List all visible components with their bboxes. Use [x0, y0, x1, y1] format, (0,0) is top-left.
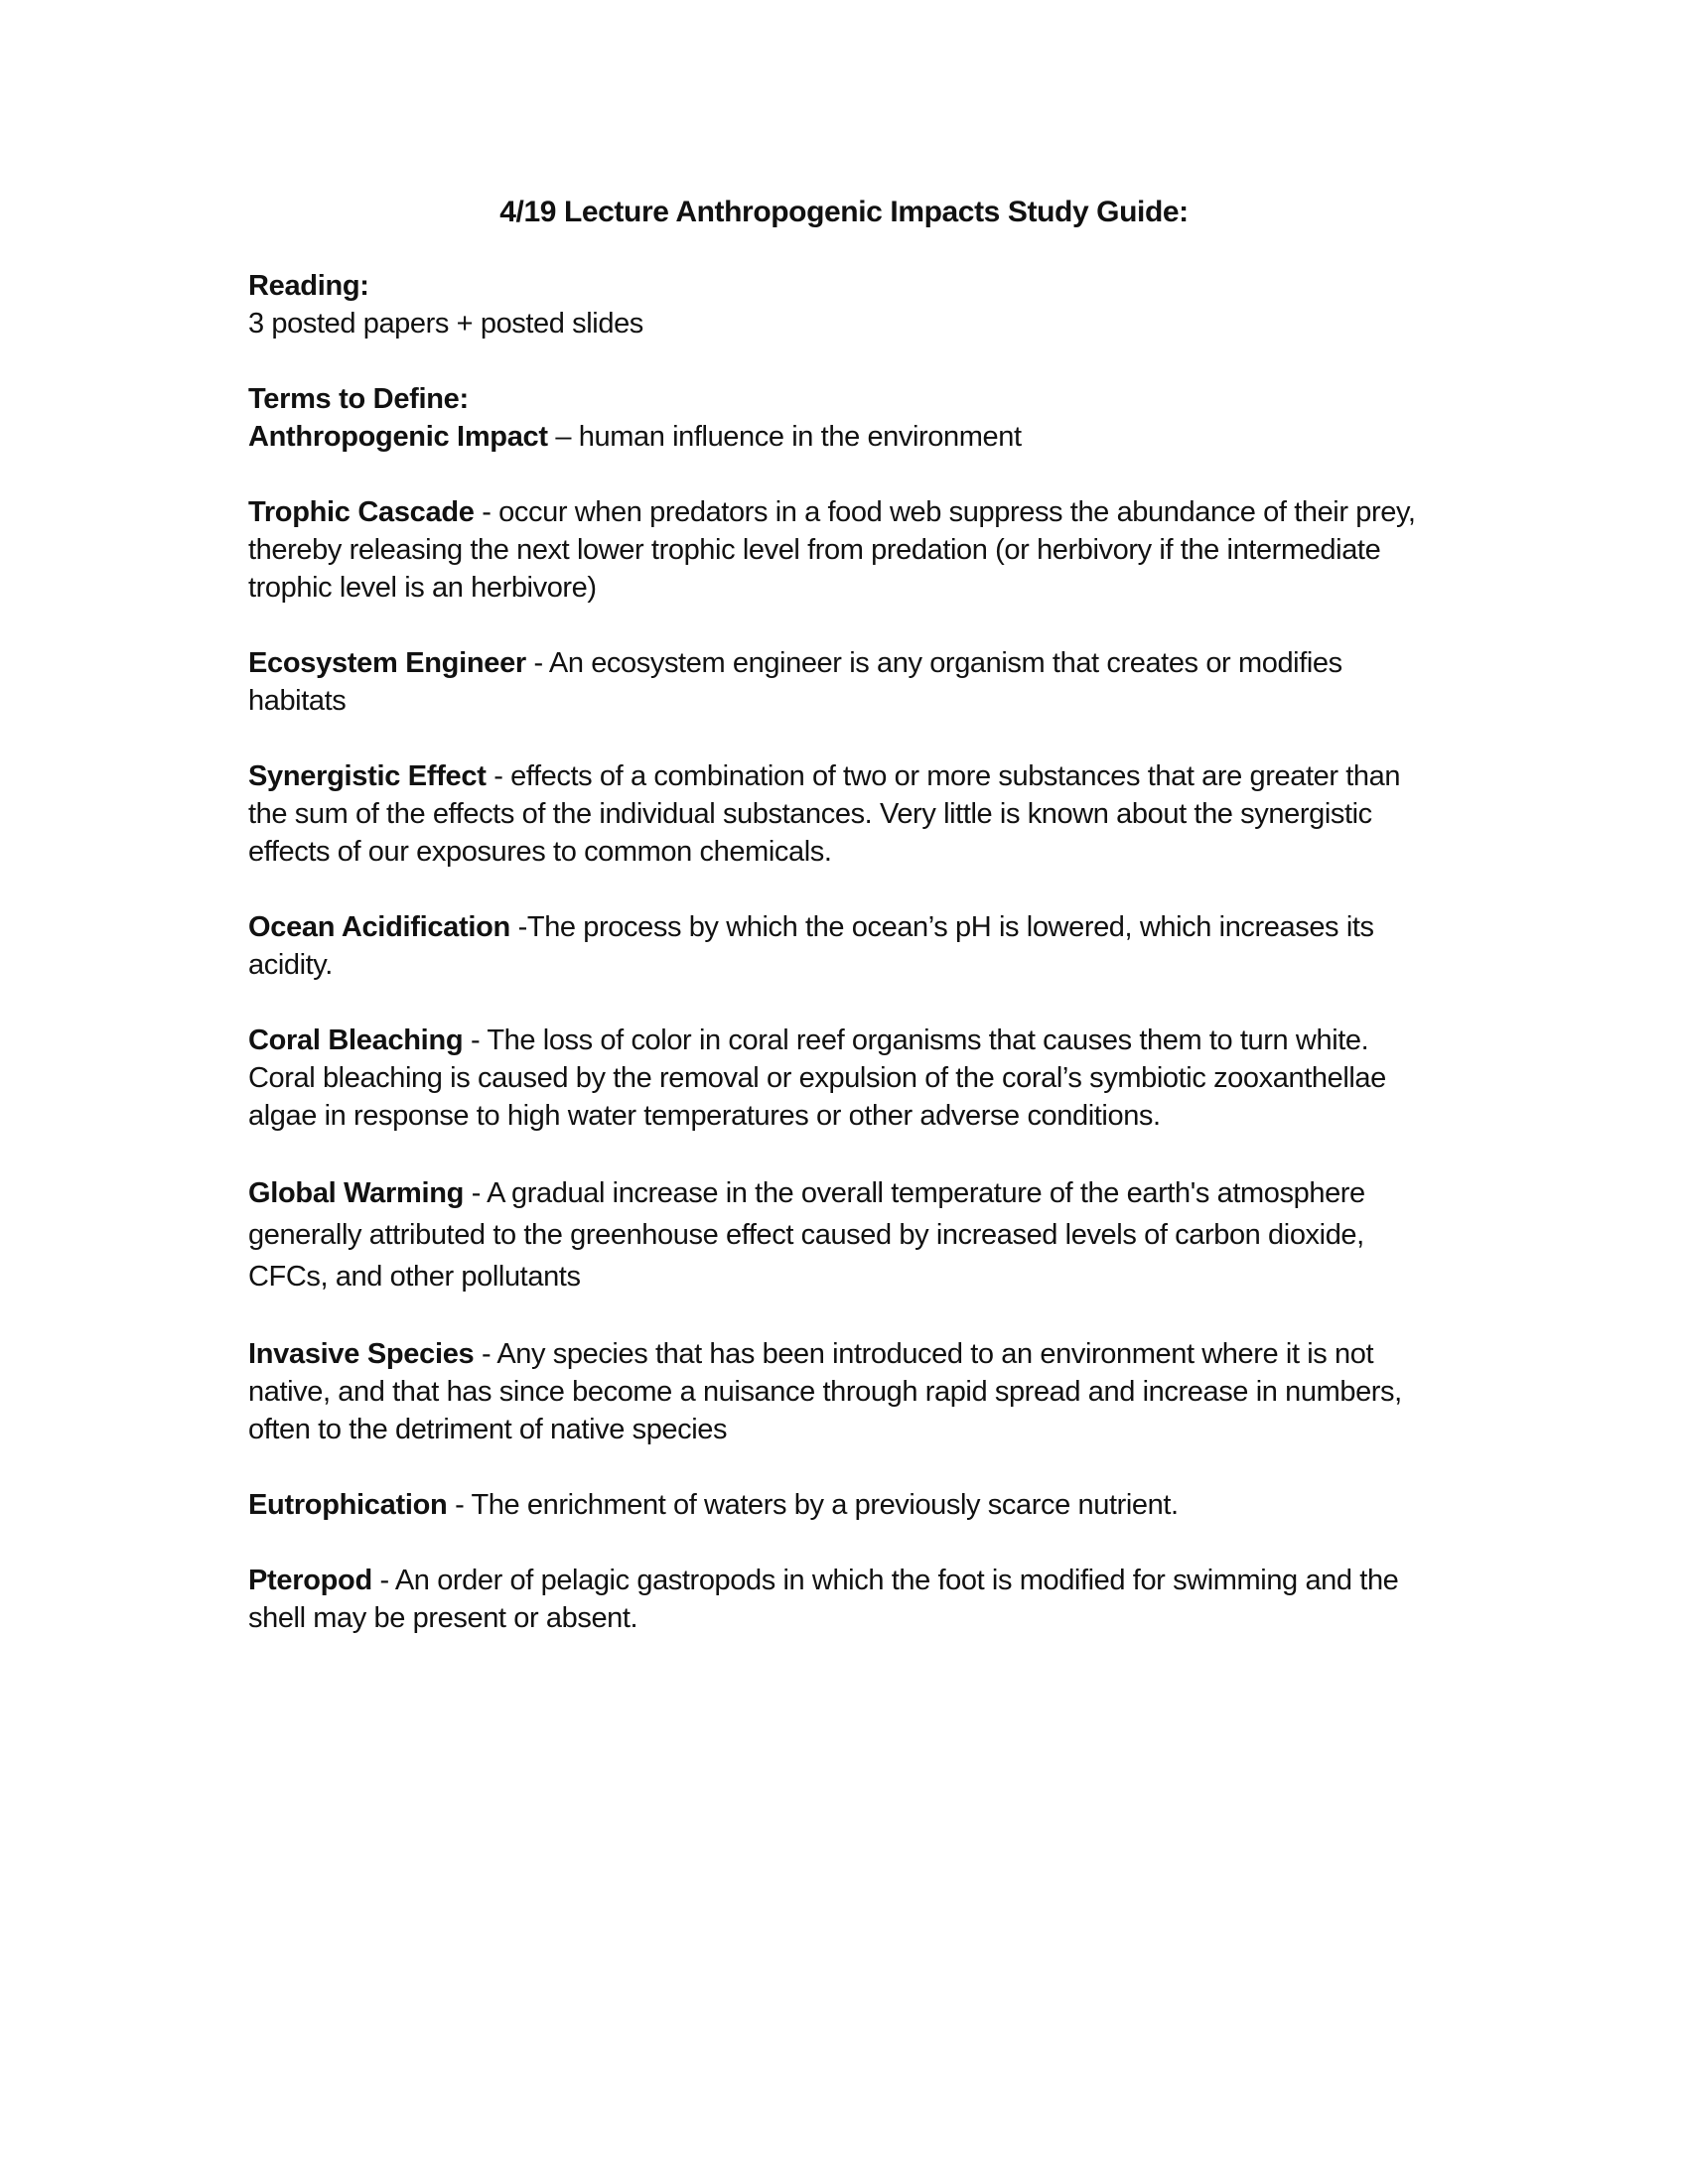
term-separator: -	[486, 760, 511, 792]
term-entry-ecosystem-engineer	[248, 644, 1440, 720]
term-name: Global Warming	[248, 1177, 465, 1209]
term-separator: -	[464, 1177, 488, 1209]
term-entry-coral-bleaching	[248, 1022, 1440, 1135]
term-definition: The loss of color in coral reef organisms that causes them to turn white. Coral bleaching is caused by the removal or expulsion of the coral’s symbiotic zooxanthellae algae in response to high water temperatures or other adverse conditions.	[248, 1024, 1386, 1132]
term-entry-ocean-acidification	[248, 908, 1440, 984]
reading-text: 3 posted papers + posted slides	[248, 308, 643, 340]
term-entry-trophic-cascade	[248, 493, 1440, 607]
term-separator: -	[474, 496, 499, 528]
terms-section	[248, 380, 1440, 1637]
term-name: Ocean Acidification	[248, 911, 510, 943]
term-name: Invasive Species	[248, 1338, 475, 1370]
term-entry-pteropod	[248, 1562, 1440, 1637]
term-separator: -	[474, 1338, 497, 1370]
term-definition: Any species that has been introduced to an environment where it is not native, and that has since become a nuisance through rapid spread and increase in numbers, often to the detriment of native species	[248, 1338, 1402, 1445]
terms-heading: Terms to Define:	[248, 383, 469, 415]
term-name: Pteropod	[248, 1565, 372, 1596]
term-definition: An ecosystem engineer is any organism that creates or modifies habitats	[248, 647, 1342, 717]
term-definition: effects of a combination of two or more substances that are greater than the sum of the effects of the individual substances. Very little is known about the synergistic effects of our exposures to common chemicals.	[248, 760, 1401, 868]
term-separator: -	[509, 911, 527, 943]
term-name: Coral Bleaching	[248, 1024, 464, 1056]
term-definition: occur when predators in a food web suppress the abundance of their prey, thereby releasing the next lower trophic level from predation (or herbivory if the intermediate trophic level is an herbivore)	[248, 496, 1416, 604]
term-definition: human influence in the environment	[578, 421, 1022, 453]
term-separator: -	[447, 1489, 472, 1521]
term-name: Anthropogenic Impact	[248, 421, 548, 453]
term-entry-synergistic-effect	[248, 757, 1440, 871]
term-entry-invasive-species	[248, 1335, 1440, 1448]
term-separator: -	[463, 1024, 488, 1056]
term-entry-anthropogenic-impact	[248, 418, 1440, 456]
document-page	[248, 194, 1440, 1675]
term-separator: -	[371, 1565, 395, 1596]
document-title: 4/19 Lecture Anthropogenic Impacts Study Guide:	[499, 196, 1189, 228]
term-name: Ecosystem Engineer	[248, 647, 526, 679]
term-definition: The process by which the ocean’s pH is lowered, which increases its acidity.	[248, 911, 1374, 981]
term-entry-eutrophication	[248, 1486, 1440, 1524]
term-definition: An order of pelagic gastropods in which the foot is modified for swimming and the shell may be present or absent.	[248, 1565, 1399, 1634]
term-definition: A gradual increase in the overall temperature of the earth's atmosphere generally attributed to the greenhouse effect caused by increased levels of carbon dioxide, CFCs, and other pollutants	[248, 1177, 1365, 1293]
term-separator: –	[547, 421, 579, 453]
term-name: Trophic Cascade	[248, 496, 475, 528]
reading-heading: Reading:	[248, 270, 369, 302]
term-definition: The enrichment of waters by a previously scarce nutrient.	[471, 1489, 1179, 1521]
term-name: Synergistic Effect	[248, 760, 487, 792]
term-entry-global-warming	[248, 1172, 1440, 1297]
term-name: Eutrophication	[248, 1489, 448, 1521]
term-separator: -	[525, 647, 549, 679]
reading-section	[248, 267, 1440, 342]
